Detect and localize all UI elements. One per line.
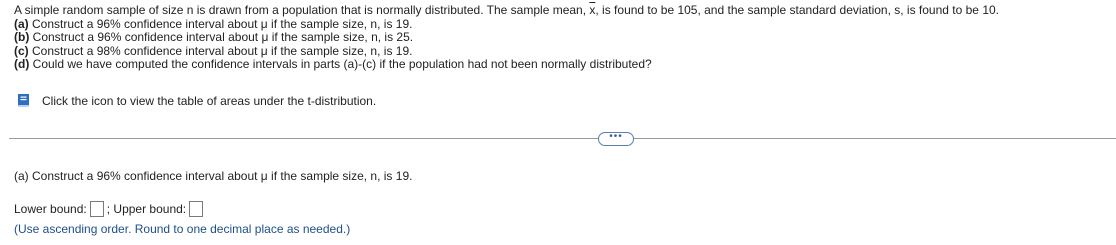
part-c-statement (14, 45, 999, 59)
bound-separator: ; (106, 202, 111, 216)
xbar-symbol: $\overline{x}$ (589, 3, 596, 17)
lower-bound-label: Lower bound: (14, 202, 87, 216)
upper-bound-input[interactable] (189, 201, 203, 217)
part-c-text: Construct a 98% confidence interval about μ if the sample size, n, is 19. (28, 43, 413, 58)
upper-bound-label: Upper bound: (110, 202, 187, 216)
expand-more-button[interactable]: ••• (598, 132, 634, 146)
intro-after-xbar: , is found to be 105, and the sample standard deviation, s, is found to be 10. (595, 3, 999, 17)
problem-intro (14, 4, 999, 18)
part-b-text: Construct a 96% confidence interval about μ if the sample size, n, is 25. (29, 30, 414, 45)
lower-bound-input[interactable] (90, 201, 104, 217)
t-table-link[interactable] (16, 93, 376, 108)
part-c-label: (c) (14, 43, 29, 58)
divider-line (9, 138, 1116, 139)
book-icon[interactable] (16, 93, 32, 108)
part-d-statement (14, 58, 999, 72)
rounding-hint: (Use ascending order. Round to one decimal place as needed.) (14, 222, 351, 236)
part-a-label: (a) (14, 16, 29, 31)
answer-row (14, 201, 206, 217)
problem-statement (14, 4, 999, 72)
part-b-label: (b) (14, 30, 30, 45)
part-a-statement (14, 18, 999, 32)
part-a-text: Construct a 96% confidence interval about μ if the sample size, n, is 19. (28, 16, 413, 31)
t-table-link-text[interactable]: Click the icon to view the table of areas under the t-distribution. (42, 93, 377, 108)
part-b-statement (14, 31, 999, 45)
section-divider (9, 131, 1116, 147)
intro-before-xbar: A simple random sample of size n is drawn from a population that is normally distributed. The sample mean, (14, 3, 590, 17)
part-d-text: Could we have computed the confidence intervals in parts (a)-(c) if the population had not been normally distributed? (29, 57, 652, 72)
part-d-label: (d) (14, 57, 30, 72)
current-question: (a) Construct a 96% confidence interval about μ if the sample size, n, is 19. (14, 169, 413, 183)
